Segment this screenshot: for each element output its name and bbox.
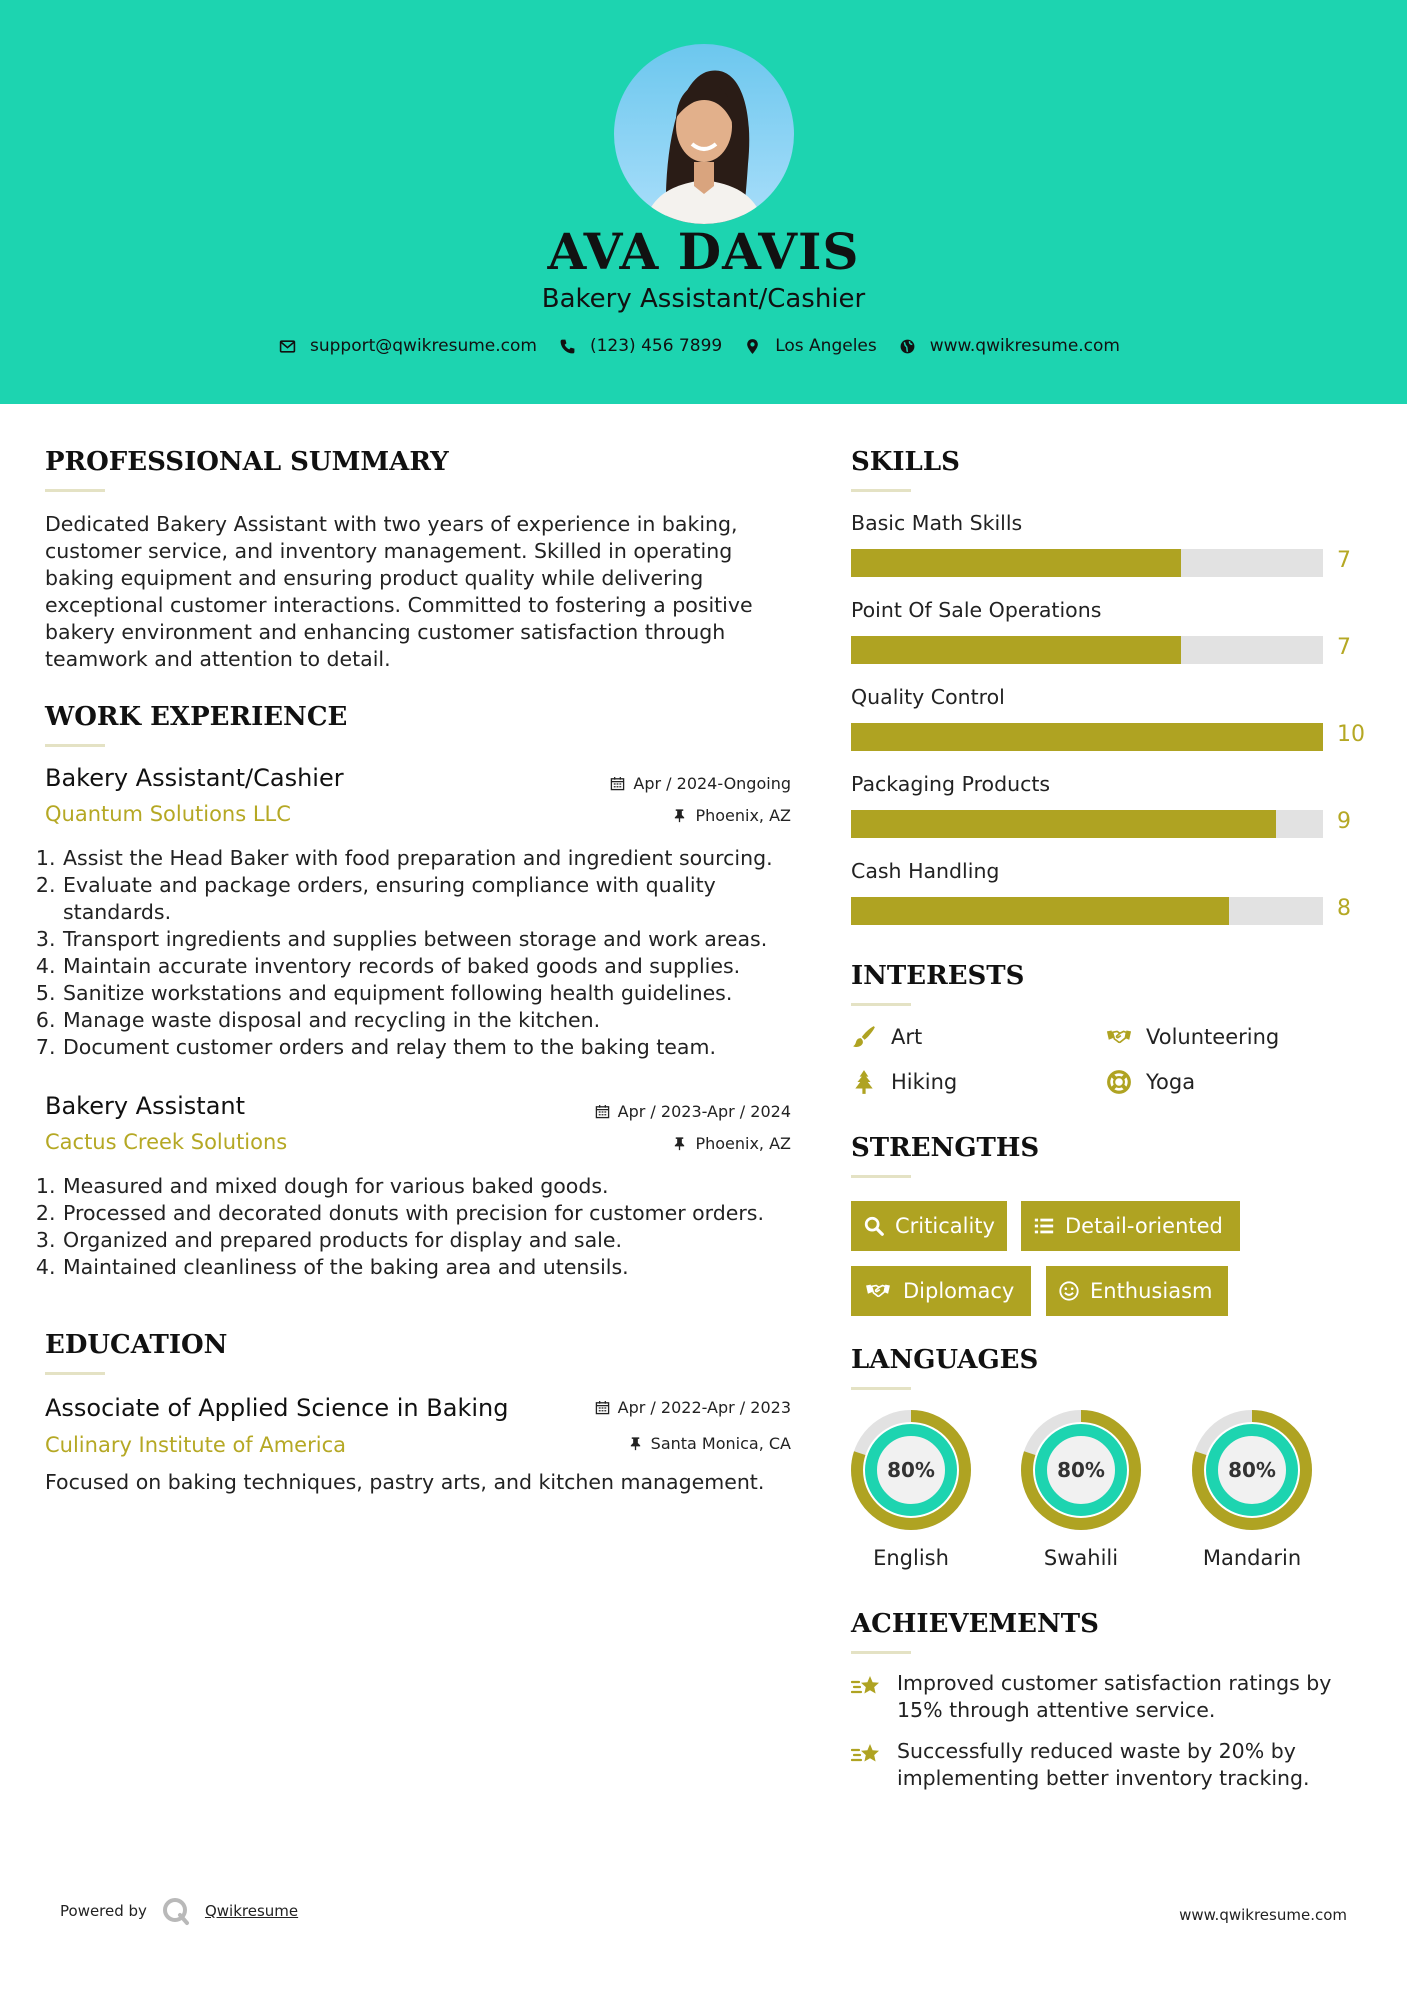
language-ring [1192, 1410, 1312, 1530]
lifering-icon [1106, 1069, 1132, 1095]
job-duties-list [45, 845, 822, 1061]
skill-name: Quality Control [851, 685, 1005, 709]
header-banner [0, 0, 1407, 404]
skill-bar-fill [851, 897, 1229, 925]
map-pin-icon [744, 338, 761, 355]
handshake-icon [1106, 1024, 1132, 1050]
skill-bar-track [851, 549, 1323, 577]
strength-label: Enthusiasm [1090, 1279, 1213, 1303]
duty-item: 3. Organized and prepared products for display and sale. [62, 1227, 822, 1254]
interest-yoga [1106, 1069, 1195, 1095]
duty-item: 7. Document customer orders and relay them to the baking team. [62, 1034, 822, 1061]
education-location [628, 1434, 791, 1453]
strength-tag-enthusiasm [1046, 1266, 1228, 1316]
skills-underline [851, 489, 911, 492]
job-dates-text: Apr / 2024-Ongoing [633, 774, 791, 793]
powered-by-text: Powered by [60, 1902, 147, 1920]
phone-icon [559, 338, 576, 355]
strength-label: Detail-oriented [1065, 1214, 1223, 1238]
school-name: Culinary Institute of America [45, 1433, 346, 1457]
pushpin-icon [672, 808, 687, 823]
education-underline [45, 1372, 105, 1375]
education-heading: EDUCATION [45, 1330, 228, 1360]
language-mandarin [1192, 1410, 1312, 1570]
achievement-text: Successfully reduced waste by 20% by implementing better inventory tracking. [897, 1739, 1310, 1790]
interest-volunteering [1106, 1024, 1279, 1050]
company-name: Cactus Creek Solutions [45, 1130, 288, 1154]
language-name: English [873, 1546, 949, 1570]
qwikresume-logo-icon [161, 1896, 191, 1926]
skill-name: Cash Handling [851, 859, 1000, 883]
interest-label: Yoga [1146, 1070, 1196, 1094]
strength-label: Criticality [895, 1214, 995, 1238]
language-name: Mandarin [1202, 1546, 1302, 1570]
search-icon [863, 1215, 885, 1237]
skill-bar-track [851, 636, 1323, 664]
job-location [672, 1134, 791, 1153]
job-dates [595, 1102, 791, 1121]
pushpin-icon [628, 1436, 643, 1451]
contact-website[interactable] [899, 336, 1120, 356]
contact-bar [0, 336, 1407, 356]
duty-item: 4. Maintain accurate inventory records of baked goods and supplies. [62, 953, 822, 980]
skill-bar-track [851, 723, 1323, 751]
job-duties-list [45, 1173, 822, 1281]
education-dates [595, 1398, 791, 1417]
skill-score: 7 [1337, 635, 1351, 660]
footer-website[interactable]: www.qwikresume.com [1179, 1906, 1347, 1924]
skill-score: 9 [1337, 809, 1351, 834]
footer-powered-by [60, 1896, 298, 1926]
strength-tag-criticality [851, 1201, 1007, 1251]
strength-label: Diplomacy [903, 1279, 1015, 1303]
interest-label: Hiking [891, 1070, 958, 1094]
strengths-underline [851, 1175, 911, 1178]
achievement-item [851, 1670, 1361, 1724]
achievement-text: Improved customer satisfaction ratings by 15% through attentive service. [897, 1671, 1332, 1722]
handshake-icon [863, 1280, 893, 1302]
candidate-title: Bakery Assistant/Cashier [541, 284, 866, 314]
language-percent: 80% [887, 1458, 935, 1482]
duty-item: 2. Processed and decorated donuts with precision for customer orders. [62, 1200, 822, 1227]
achievement-item [851, 1738, 1361, 1792]
duty-item: 1. Measured and mixed dough for various baked goods. [62, 1173, 822, 1200]
language-percent: 80% [1228, 1458, 1276, 1482]
skill-name: Point Of Sale Operations [851, 598, 1102, 622]
language-english [851, 1410, 971, 1570]
website-text: www.qwikresume.com [929, 336, 1120, 356]
skills-heading: SKILLS [851, 447, 960, 477]
skill-bar-fill [851, 549, 1181, 577]
skill-score: 10 [1337, 722, 1365, 747]
contact-email[interactable] [279, 336, 537, 356]
company-name: Quantum Solutions LLC [45, 802, 291, 826]
contact-location [744, 336, 877, 356]
skill-bar-track [851, 810, 1323, 838]
duty-item: 5. Sanitize workstations and equipment following health guidelines. [62, 980, 822, 1007]
summary-text: Dedicated Bakery Assistant with two years of experience in baking, customer service, and inventory management. Skilled in operating baking equipment and ensuring product quality while delivering exceptional customer interactions. Committed to fostering a positive bakery environment and enhancing customer satisfaction through teamwork and attention to detail. [45, 512, 753, 671]
job-dates [610, 774, 791, 793]
duty-item: 4. Maintained cleanliness of the baking area and utensils. [62, 1254, 822, 1281]
summary-heading: PROFESSIONAL SUMMARY [45, 447, 449, 477]
list-icon [1033, 1215, 1055, 1237]
education-location-text: Santa Monica, CA [650, 1434, 791, 1453]
calendar-icon [595, 1104, 610, 1119]
interests-heading: INTERESTS [851, 961, 1025, 991]
experience-heading: WORK EXPERIENCE [45, 702, 348, 732]
strengths-heading: STRENGTHS [851, 1133, 1040, 1163]
smile-icon [1058, 1280, 1080, 1302]
language-ring [851, 1410, 971, 1530]
job-location-text: Phoenix, AZ [695, 806, 791, 825]
qwikresume-link[interactable]: Qwikresume [204, 1902, 299, 1920]
strength-tag-detail-oriented [1021, 1201, 1240, 1251]
skill-name: Basic Math Skills [851, 511, 1023, 535]
skill-bar-fill [851, 810, 1276, 838]
duty-item: 6. Manage waste disposal and recycling in the kitchen. [62, 1007, 822, 1034]
envelope-icon [279, 338, 296, 355]
summary-underline [45, 489, 105, 492]
calendar-icon [610, 776, 625, 791]
experience-underline [45, 744, 105, 747]
language-percent: 80% [1057, 1458, 1105, 1482]
strength-tag-diplomacy [851, 1266, 1031, 1316]
profile-photo [614, 44, 794, 224]
achievements-underline [851, 1651, 911, 1654]
job-dates-text: Apr / 2023-Apr / 2024 [617, 1102, 791, 1121]
job-title: Bakery Assistant [45, 1092, 246, 1120]
duty-item: 2. Evaluate and package orders, ensuring compliance with quality standards. [62, 872, 822, 926]
shooting-star-icon [851, 1740, 883, 1770]
email-text: support@qwikresume.com [310, 336, 537, 356]
job-location-text: Phoenix, AZ [695, 1134, 791, 1153]
job-location [672, 806, 791, 825]
education-description: Focused on baking techniques, pastry arts, and kitchen management. [45, 1470, 765, 1494]
phone-text: (123) 456 7899 [589, 336, 723, 356]
skill-name: Packaging Products [851, 772, 1051, 796]
degree-title: Associate of Applied Science in Baking [45, 1394, 509, 1422]
tree-icon [851, 1069, 877, 1095]
interest-hiking [851, 1069, 957, 1095]
duty-item: 1. Assist the Head Baker with food preparation and ingredient sourcing. [62, 845, 822, 872]
shooting-star-icon [851, 1672, 883, 1702]
pushpin-icon [672, 1136, 687, 1151]
language-ring [1021, 1410, 1141, 1530]
interests-underline [851, 1003, 911, 1006]
globe-icon [899, 338, 916, 355]
interest-art [851, 1024, 922, 1050]
achievements-heading: ACHIEVEMENTS [851, 1609, 1099, 1639]
interest-label: Art [891, 1025, 923, 1049]
skill-bar-track [851, 897, 1323, 925]
skill-score: 7 [1337, 548, 1351, 573]
education-dates-text: Apr / 2022-Apr / 2023 [617, 1398, 791, 1417]
skill-score: 8 [1337, 896, 1351, 921]
job-title: Bakery Assistant/Cashier [45, 764, 344, 792]
languages-heading: LANGUAGES [851, 1345, 1039, 1375]
paintbrush-icon [851, 1024, 877, 1050]
calendar-icon [595, 1400, 610, 1415]
candidate-name: AVA DAVIS [547, 222, 860, 281]
languages-underline [851, 1387, 911, 1390]
duty-item: 3. Transport ingredients and supplies between storage and work areas. [62, 926, 822, 953]
skill-bar-fill [851, 636, 1181, 664]
language-swahili [1021, 1410, 1141, 1570]
language-name: Swahili [1043, 1546, 1119, 1570]
interest-label: Volunteering [1146, 1025, 1280, 1049]
location-text: Los Angeles [775, 336, 877, 356]
contact-phone[interactable] [559, 336, 722, 356]
skill-bar-fill [851, 723, 1323, 751]
